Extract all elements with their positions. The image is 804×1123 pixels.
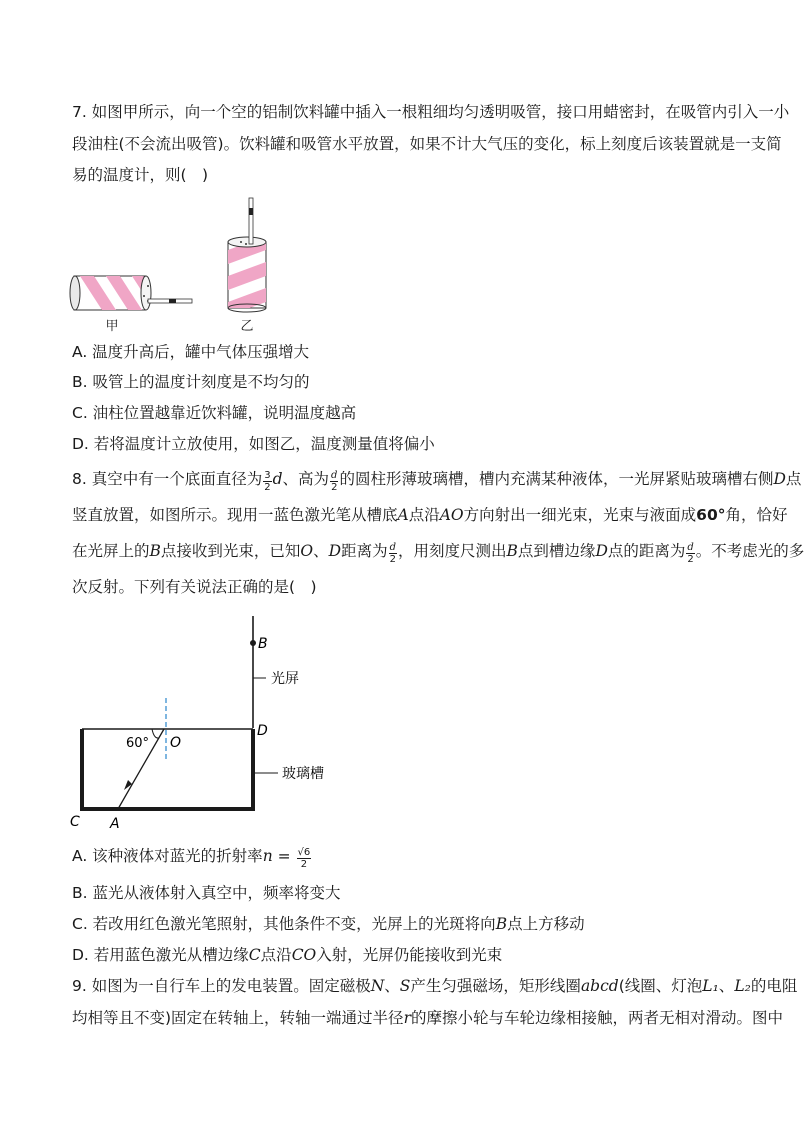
label-point-b: B <box>258 636 268 652</box>
fraction: $\frac{d}{2}$ <box>331 470 338 493</box>
q8-figure <box>60 608 360 834</box>
q8-option-a: A. 该种液体对蓝光的折射率n = $\frac{√6}{2}$ <box>72 847 311 870</box>
q8-option-c: C. 若改用红色激光笔照射，其他条件不变，光屏上的光斑将向B点上方移动 <box>72 915 585 933</box>
q8-line-3: 在光屏上的B点接收到光束，已知O、D距离为 $\frac{d}{2}$ ，用刻度尺测出B点到槽边缘D点的距离为 $\frac{d}{2}$ 。不考虑光的多 <box>72 542 804 565</box>
fraction: $\frac{d}{2}$ <box>389 542 397 565</box>
q9-line-2: 均相等且不变)固定在转轴上，转轴一端通过半径r的摩擦小轮与车轮边缘相接触，两者无相对滑动。图中 <box>72 1009 783 1027</box>
point-b-dot <box>250 640 256 646</box>
q7-line-1: 7. 如图甲所示，向一个空的铝制饮料罐中插入一根粗细均匀透明吸管，接口用蜡密封，在吸管内引入一小 <box>72 103 790 121</box>
q8-line-1: 8. 真空中有一个底面直径为 $\frac{3}{2}$ d、高为 $\frac{d}{2}$ 的圆柱形薄玻璃槽，槽内充满某种液体，一光屏紧贴玻璃槽右侧D点 <box>72 470 802 493</box>
fraction: $\frac{3}{2}$ <box>264 470 271 493</box>
vertical-can-illustration <box>228 198 266 316</box>
q8-line-2: 竖直放置，如图所示。现用一蓝色激光笔从槽底A点沿AO方向射出一细光束，光束与液面成60°角，恰好 <box>72 506 788 524</box>
q8-option-b: B. 蓝光从液体射入真空中，频率将变大 <box>72 884 341 902</box>
label-glass-tank: 玻璃槽 <box>282 766 324 782</box>
label-point-a: A <box>110 816 120 832</box>
fraction: $\frac{√6}{2}$ <box>297 847 311 870</box>
q7-line-3: 易的温度计，则( ) <box>72 166 209 184</box>
angle-arc <box>152 729 159 738</box>
horizontal-can-illustration <box>70 276 192 310</box>
q7-line-2: 段油柱(不会流出吸管)。饮料罐和吸管水平放置，如果不计大气压的变化，标上刻度后该装置就是一支简 <box>72 135 782 153</box>
label-angle-60: 60° <box>126 736 150 751</box>
label-point-o: O <box>170 735 182 751</box>
q8-option-d: D. 若用蓝色激光从槽边缘C点沿CO入射，光屏仍能接收到光束 <box>72 946 503 964</box>
figure-label-yi: 乙 <box>240 319 254 334</box>
label-point-c: C <box>70 814 80 830</box>
label-light-screen: 光屏 <box>271 671 299 687</box>
fraction: $\frac{d}{2}$ <box>687 542 694 565</box>
q9-line-1: 9. 如图为一自行车上的发电装置。固定磁极N、S产生匀强磁场，矩形线圈abcd(线圈、灯泡L₁、L₂的电阻 <box>72 977 798 995</box>
q8-line-4: 次反射。下列有关说法正确的是( ) <box>72 578 317 596</box>
q7-option-d: D. 若将温度计立放使用，如图乙，温度测量值将偏小 <box>72 435 435 453</box>
q7-option-a: A. 温度升高后，罐中气体压强增大 <box>72 343 310 361</box>
label-point-d: D <box>257 723 268 739</box>
glass-tank-outline <box>82 729 253 809</box>
q7-figure <box>66 196 296 338</box>
ray-arrow-head <box>124 780 132 790</box>
q7-option-b: B. 吸管上的温度计刻度是不均匀的 <box>72 373 310 391</box>
q7-option-c: C. 油柱位置越靠近饮料罐，说明温度越高 <box>72 404 357 422</box>
figure-label-jia: 甲 <box>105 319 119 334</box>
